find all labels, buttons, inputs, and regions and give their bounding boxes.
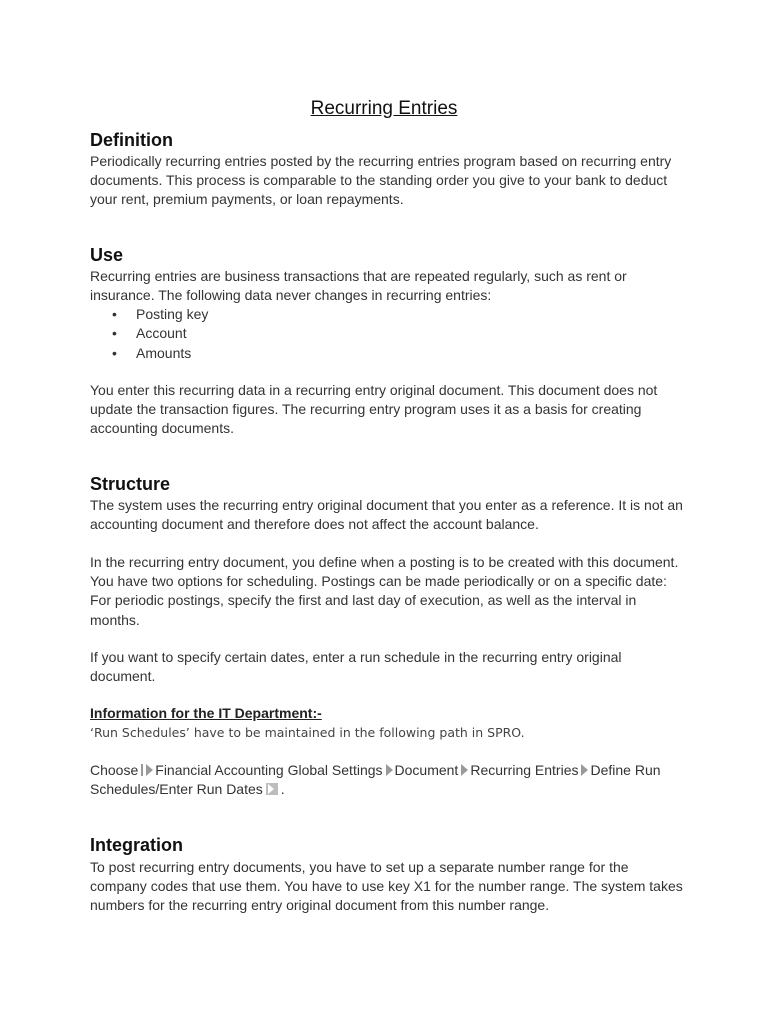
list-item: • Posting key bbox=[90, 305, 208, 324]
use-text: Recurring entries are business transactions that are repeated regularly, such as rent or insurance. The following data never changes in recurring entries: bbox=[90, 268, 627, 304]
path-step: Document bbox=[394, 762, 459, 778]
page-title: Recurring Entries bbox=[310, 98, 458, 119]
path-step: Financial Accounting Global Settings bbox=[155, 762, 383, 778]
list-item: • Account bbox=[90, 324, 208, 343]
it-department-heading: Information for the IT Department:- bbox=[90, 705, 322, 721]
path-arrow-icon bbox=[146, 764, 153, 776]
path-arrow-icon bbox=[386, 764, 393, 776]
structure-text-3: If you want to specify certain dates, enter a run schedule in the recurring entry original document. bbox=[90, 649, 622, 685]
path-start-icon bbox=[141, 764, 143, 776]
execute-icon bbox=[266, 783, 278, 795]
use-text-2: You enter this recurring data in a recurring entry original document. This document does not update the transaction figures. The recurring entry program uses it as a basis for creating accounting documents. bbox=[90, 382, 658, 437]
definition-heading: Definition bbox=[90, 130, 173, 150]
path-end: . bbox=[280, 781, 285, 798]
path-step: Recurring Entries bbox=[470, 762, 579, 778]
spro-path bbox=[90, 761, 680, 799]
structure-text: The system uses the recurring entry original document that you enter as a reference. It is not an accounting document and therefore does not affect the account balance. bbox=[90, 497, 683, 533]
integration-text: To post recurring entry documents, you have to set up a separate number range for the company codes that use them. You have to use key X1 for the number range. The system takes numbers for the recurring entry original document from this number range. bbox=[90, 859, 683, 914]
structure-heading: Structure bbox=[90, 474, 171, 494]
definition-text: Periodically recurring entries posted by the recurring entries program based on recurring entry documents. This process is comparable to the standing order you give to your bank to deduct your rent, premium payments, or loan repayments. bbox=[90, 153, 672, 208]
list-item: • Amounts bbox=[90, 344, 208, 363]
it-department-note: ‘Run Schedules’ have to be maintained in the following path in SPRO. bbox=[90, 725, 525, 740]
path-arrow-icon bbox=[461, 764, 468, 776]
use-bullet-list bbox=[90, 305, 208, 363]
structure-text-2: In the recurring entry document, you define when a posting is to be created with this document. You have two options for scheduling. Postings can be made periodically or on a specific date: For periodic postings, specify the first and last day of execution, as well as the interval in months. bbox=[90, 554, 679, 628]
use-heading: Use bbox=[90, 245, 124, 265]
path-step: Define Run Schedules/Enter Run Dates bbox=[90, 762, 661, 798]
path-arrow-icon bbox=[581, 764, 588, 776]
path-choose: Choose bbox=[90, 762, 139, 778]
integration-heading: Integration bbox=[90, 835, 183, 855]
